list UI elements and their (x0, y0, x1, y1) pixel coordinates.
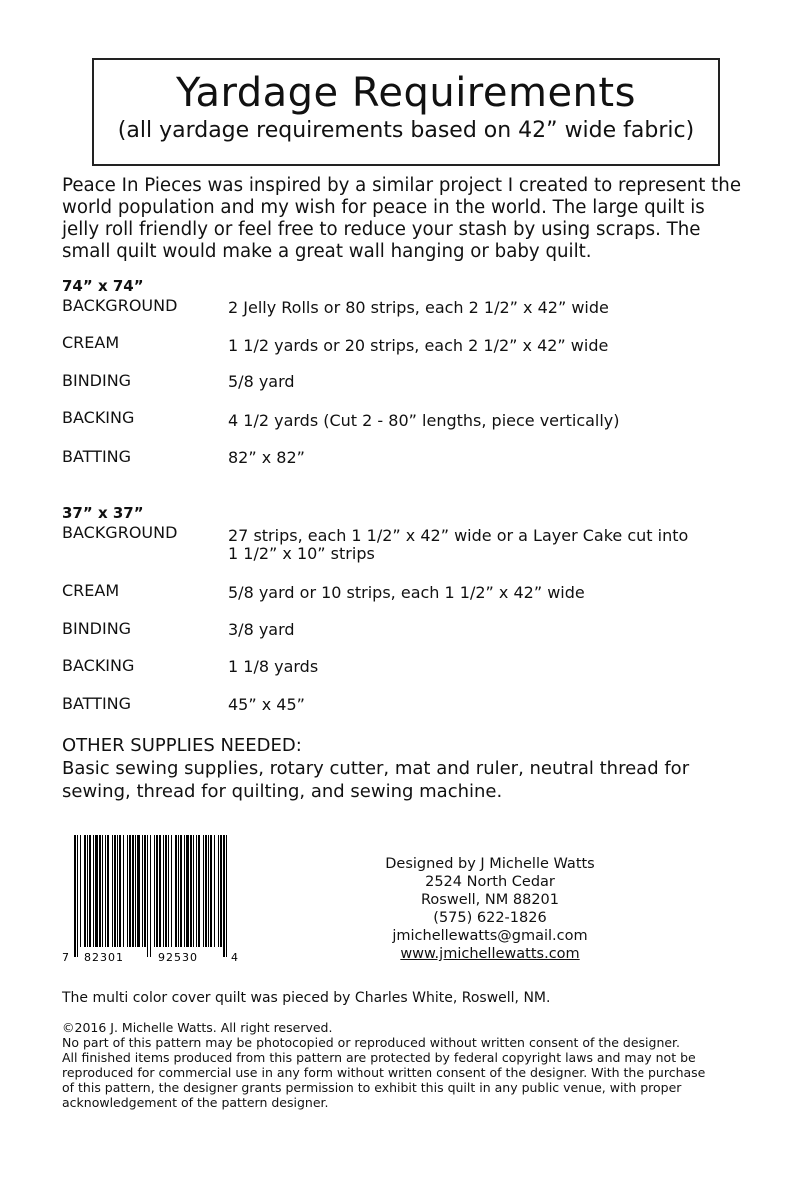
small-background-value: 27 strips, each 1 1/2” x 42” wide or a Layer Cake cut into (228, 526, 689, 545)
barcode-bar (129, 835, 131, 947)
title-box (92, 58, 720, 166)
small-batting-value: 45” x 45” (228, 695, 305, 714)
barcode-bar (77, 835, 78, 957)
barcode-bar (193, 835, 194, 947)
barcode-bar (214, 835, 215, 947)
barcode-bar (168, 835, 169, 947)
barcode-bar (190, 835, 192, 947)
barcode-bar (196, 835, 197, 947)
barcode-bar (171, 835, 172, 947)
page-title: Yardage Requirements (176, 70, 636, 116)
barcode-bars (74, 835, 227, 957)
barcode-bar (226, 835, 227, 957)
barcode-bar (127, 835, 128, 947)
small-cream-label: CREAM (62, 581, 120, 600)
small-batting-label: BATTING (62, 694, 132, 713)
barcode-bar (159, 835, 161, 947)
barcode-bar (114, 835, 116, 947)
large-background-label: BACKGROUND (62, 296, 178, 315)
legal-line: All finished items produced from this pattern are protected by federal copyright laws and may not be (62, 1050, 696, 1065)
barcode-bar (165, 835, 167, 947)
other-supplies-heading: OTHER SUPPLIES NEEDED: (62, 735, 302, 756)
barcode-digit-right: 4 (231, 951, 238, 964)
barcode-bar (175, 835, 177, 947)
designer-street: 2524 North Cedar (425, 874, 555, 890)
barcode-bar (150, 835, 151, 957)
designer-info (370, 855, 610, 963)
barcode-bar (112, 835, 113, 947)
barcode-bar (99, 835, 101, 947)
barcode-bar (205, 835, 207, 947)
large-backing-value: 4 1/2 yards (Cut 2 - 80” lengths, piece vertically) (228, 411, 620, 430)
pieced-by-note: The multi color cover quilt was pieced by Charles White, Roswell, NM. (62, 990, 551, 1006)
barcode-bar (186, 835, 189, 947)
barcode-bar (218, 835, 219, 947)
barcode-bar (210, 835, 212, 947)
designer-city: Roswell, NM 88201 (421, 892, 559, 908)
barcode-bar (147, 835, 148, 957)
large-cream-label: CREAM (62, 333, 120, 352)
designer-phone: (575) 622-1826 (433, 910, 547, 926)
barcode-bar (84, 835, 86, 947)
intro-paragraph: Peace In Pieces was inspired by a similar project I created to represent the world population and my wish for peace in the world. The large quilt is jelly roll friendly or feel free to reduce your stash by using scraps. The small quilt would make a great wall hanging or baby quilt. (62, 175, 742, 262)
small-background-label: BACKGROUND (62, 523, 178, 542)
barcode-bar (135, 835, 136, 947)
barcode-bar (95, 835, 98, 947)
small-size-heading: 37” x 37” (62, 504, 144, 522)
designer-email[interactable]: jmichellewatts@gmail.com (392, 928, 588, 944)
barcode-bar (74, 835, 76, 957)
barcode-bar (223, 835, 225, 957)
legal-line: No part of this pattern may be photocopied or reproduced without written consent of the designer. (62, 1035, 681, 1050)
large-binding-value: 5/8 yard (228, 372, 295, 391)
barcode-bar (87, 835, 88, 947)
barcode-digit-left: 7 (62, 951, 69, 964)
barcode-bar (184, 835, 185, 947)
barcode-bar (89, 835, 91, 947)
large-binding-label: BINDING (62, 371, 132, 390)
small-backing-value: 1 1/8 yards (228, 657, 319, 676)
large-cream-value: 1 1/2 yards or 20 strips, each 2 1/2” x 42” wide (228, 336, 609, 355)
barcode-bar (117, 835, 118, 947)
barcode-bar (144, 835, 146, 947)
small-binding-label: BINDING (62, 619, 132, 638)
barcode-group1: 82301 (84, 951, 124, 964)
large-batting-label: BATTING (62, 447, 132, 466)
barcode-bar (142, 835, 143, 947)
page-subtitle: (all yardage requirements based on 42” wide fabric) (117, 118, 695, 143)
barcode-bar (80, 835, 81, 947)
small-backing-label: BACKING (62, 656, 135, 675)
small-binding-value: 3/8 yard (228, 620, 295, 639)
legal-line: of this pattern, the designer grants permission to exhibit this quilt in any public venue, with proper (62, 1080, 682, 1095)
copyright-notice (62, 1020, 752, 1110)
large-background-value: 2 Jelly Rolls or 80 strips, each 2 1/2” x 42” wide (228, 298, 609, 317)
barcode-bar (102, 835, 103, 947)
barcode-bar (163, 835, 164, 947)
designer-name: Designed by J Michelle Watts (385, 856, 595, 872)
barcode-bar (119, 835, 121, 947)
designer-website-link[interactable]: www.jmichellewatts.com (400, 946, 580, 962)
barcode-bar (198, 835, 200, 947)
barcode-bar (137, 835, 140, 947)
barcode-bar (180, 835, 182, 947)
barcode-bar (156, 835, 158, 947)
other-supplies-text: Basic sewing supplies, rotary cutter, mat and ruler, neutral thread for sewing, thread for quilting, and sewing machine. (62, 758, 690, 802)
large-backing-label: BACKING (62, 408, 135, 427)
barcode-bar (220, 835, 222, 947)
barcode-bar (132, 835, 134, 947)
legal-line: ©2016 J. Michelle Watts. All right reserved. (62, 1020, 333, 1035)
legal-line: reproduced for commercial use in any form without written consent of the designer. With the purchase (62, 1065, 706, 1080)
large-size-heading: 74” x 74” (62, 277, 144, 295)
barcode-bar (93, 835, 94, 947)
barcode-bar (123, 835, 124, 947)
barcode-group2: 92530 (158, 951, 198, 964)
barcode-bar (208, 835, 209, 947)
small-cream-value: 5/8 yard or 10 strips, each 1 1/2” x 42” wide (228, 583, 585, 602)
barcode-bar (203, 835, 204, 947)
barcode-bar (107, 835, 109, 947)
large-batting-value: 82” x 82” (228, 448, 305, 467)
small-background-value-cont: 1 1/2” x 10” strips (228, 544, 375, 563)
barcode (60, 833, 240, 973)
barcode-bar (105, 835, 106, 947)
barcode-bar (154, 835, 155, 947)
legal-line: acknowledgement of the pattern designer. (62, 1095, 329, 1110)
barcode-bar (178, 835, 179, 947)
